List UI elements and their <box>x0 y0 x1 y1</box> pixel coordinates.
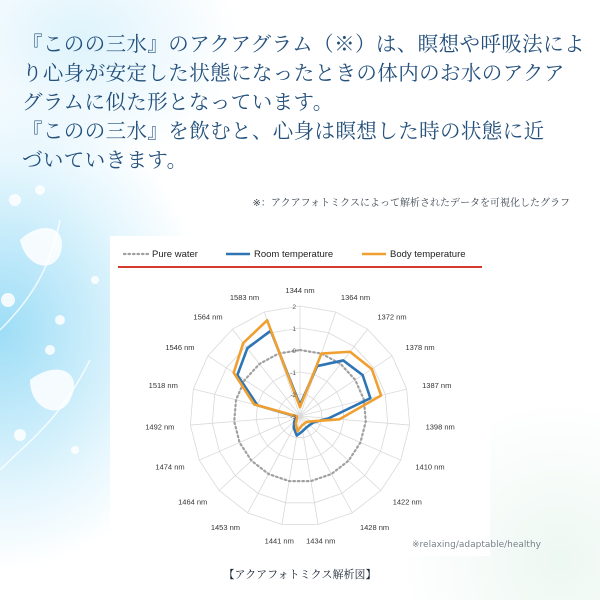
category-label: 1372 nm <box>377 312 407 322</box>
aquagram-chart-panel <box>110 236 490 556</box>
butterfly-wing-shape <box>30 370 74 411</box>
radial-tick-label: 2 <box>292 304 296 311</box>
figure-caption: 【アクアフォトミクス解析図】 <box>223 568 377 581</box>
radial-tick-label: 0 <box>292 348 296 355</box>
category-label: 1422 nm <box>392 497 422 507</box>
category-label: 1410 nm <box>415 462 445 472</box>
category-label: 1378 nm <box>405 343 435 353</box>
category-label: 1518 nm <box>148 381 178 391</box>
category-label: 1474 nm <box>155 462 185 472</box>
category-label: 1344 nm <box>285 286 315 295</box>
radial-tick-label: -1 <box>290 370 296 377</box>
category-label: 1398 nm <box>425 422 455 432</box>
footnote: ※：アクアフォトミクスによって解析されたデータを可視化したグラフ <box>252 198 570 209</box>
radar-spoke <box>219 416 300 491</box>
intro-line: 『このの三水』のアクアグラム（※）は、瞑想や呼吸法によ <box>22 32 585 56</box>
chart-legend <box>118 249 482 267</box>
butterfly-wing-shape <box>20 228 62 266</box>
intro-paragraph <box>22 30 585 175</box>
intro-line: グラムに似た形となっています。 <box>22 90 334 114</box>
category-label: 1434 nm <box>306 536 336 546</box>
category-label: 1492 nm <box>145 422 175 432</box>
category-label: 1546 nm <box>165 343 195 353</box>
floral-decoration <box>0 180 120 480</box>
category-label: 1441 nm <box>264 536 294 546</box>
legend-label: Body temperature <box>390 249 466 260</box>
radar-spoke <box>199 416 300 460</box>
category-label: 1564 nm <box>193 312 223 322</box>
radar-spoke <box>208 356 300 416</box>
category-label: 1428 nm <box>359 522 390 532</box>
category-label: 1583 nm <box>229 292 260 302</box>
legend-label: Pure water <box>152 249 198 260</box>
aquagram-radar-chart <box>110 236 490 556</box>
radar-spoke <box>300 416 381 491</box>
intro-line: り心身が安定した状態になったときの体内のお水のアクア <box>22 61 565 85</box>
radar-grid <box>190 306 409 524</box>
category-label: 1464 nm <box>178 497 208 507</box>
intro-line: づいていきます。 <box>22 148 188 172</box>
credit-note: ※relaxing/adaptable/healthy <box>412 540 541 550</box>
intro-line: 『このの三水』を飲むと、心身は瞑想した時の状態に近 <box>22 119 545 143</box>
radial-tick-label: 1 <box>292 326 296 333</box>
category-label: 1387 nm <box>422 381 452 391</box>
legend-label: Room temperature <box>254 249 334 260</box>
series-body-temperature <box>234 320 381 431</box>
radar-spoke <box>190 416 300 425</box>
category-label: 1364 nm <box>340 292 371 302</box>
radial-tick-label: -2 <box>290 392 296 399</box>
radial-tick-label: -3 <box>290 414 296 421</box>
category-label: 1453 nm <box>210 522 241 532</box>
